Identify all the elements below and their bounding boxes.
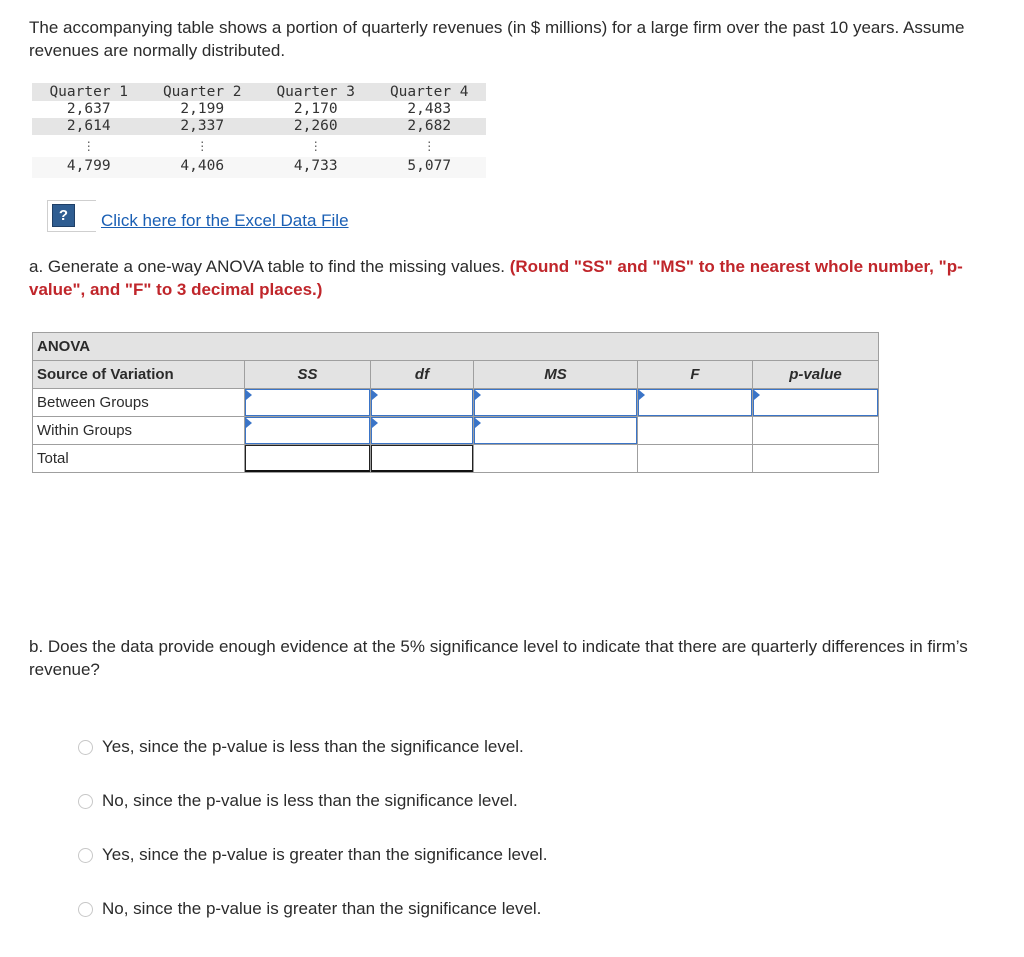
answer-options xyxy=(78,720,547,936)
between-ms-cell xyxy=(474,389,638,417)
empty-cell xyxy=(753,445,879,473)
within-ss-input[interactable] xyxy=(245,417,370,444)
p-value-input[interactable] xyxy=(753,389,878,416)
empty-cell xyxy=(638,417,753,445)
row-label-within-groups: Within Groups xyxy=(33,417,245,445)
column-header-q1: Quarter 1 xyxy=(32,83,146,101)
answer-option-1[interactable] xyxy=(78,720,547,774)
p-value-cell xyxy=(753,389,879,417)
answer-option-3[interactable] xyxy=(78,828,547,882)
total-ss-input[interactable] xyxy=(245,445,370,472)
header-ss: SS xyxy=(245,361,371,389)
ellipsis-cell: ⋮ xyxy=(196,139,209,153)
answer-option-label: Yes, since the p-value is greater than the significance level. xyxy=(102,845,548,864)
input-marker-icon xyxy=(246,390,252,400)
table-cell: 2,637 xyxy=(66,101,111,117)
table-cell: 4,733 xyxy=(259,157,373,178)
empty-cell xyxy=(753,417,879,445)
ellipsis-cell: ⋮ xyxy=(82,139,95,153)
header-ms: MS xyxy=(474,361,638,389)
rounding-instruction: (Round "SS" and "MS" to the nearest whole number, "p-value", and "F" to 3 decimal places.) xyxy=(29,257,963,299)
row-label-total: Total xyxy=(33,445,245,473)
table-cell: 2,614 xyxy=(32,118,146,135)
answer-option-4[interactable] xyxy=(78,882,547,936)
radio-button[interactable] xyxy=(78,740,93,755)
table-cell: 2,170 xyxy=(293,101,338,117)
row-label-between-groups: Between Groups xyxy=(33,389,245,417)
ellipsis-cell: ⋮ xyxy=(423,139,436,153)
table-cell: 2,260 xyxy=(259,118,373,135)
within-df-cell xyxy=(371,417,474,445)
column-header-q3: Quarter 3 xyxy=(259,83,373,101)
header-source-of-variation: Source of Variation xyxy=(33,361,245,389)
revenue-data-table xyxy=(32,83,486,178)
table-cell: 2,337 xyxy=(146,118,260,135)
radio-button[interactable] xyxy=(78,794,93,809)
help-button[interactable]: ? xyxy=(52,204,75,227)
within-ms-input[interactable] xyxy=(474,417,637,444)
input-marker-icon xyxy=(475,418,481,428)
header-p-value: p-value xyxy=(753,361,879,389)
input-marker-icon xyxy=(639,390,645,400)
between-df-input[interactable] xyxy=(371,389,473,416)
answer-option-label: No, since the p-value is less than the significance level. xyxy=(102,791,518,810)
empty-cell xyxy=(638,445,753,473)
table-cell: 2,682 xyxy=(373,118,487,135)
between-ms-input[interactable] xyxy=(474,389,637,416)
table-cell: 5,077 xyxy=(373,157,487,178)
between-df-cell xyxy=(371,389,474,417)
radio-button[interactable] xyxy=(78,902,93,917)
table-cell: 2,483 xyxy=(407,101,452,117)
part-b-question: b. Does the data provide enough evidence at the 5% significance level to indicate that there are quarterly differences in firm’s revenue? xyxy=(29,637,968,679)
header-df: df xyxy=(371,361,474,389)
answer-option-label: No, since the p-value is greater than the significance level. xyxy=(102,899,542,918)
anova-table xyxy=(32,332,879,473)
f-cell xyxy=(638,389,753,417)
answer-option-label: Yes, since the p-value is less than the significance level. xyxy=(102,737,524,756)
answer-option-2[interactable] xyxy=(78,774,547,828)
within-ss-cell xyxy=(245,417,371,445)
header-f: F xyxy=(638,361,753,389)
radio-button[interactable] xyxy=(78,848,93,863)
empty-cell xyxy=(474,445,638,473)
f-input[interactable] xyxy=(638,389,752,416)
input-marker-icon xyxy=(372,418,378,428)
total-df-cell xyxy=(371,445,474,473)
part-a-lead: a. Generate a one-way ANOVA table to find the missing values. xyxy=(29,257,510,276)
ellipsis-cell: ⋮ xyxy=(309,139,322,153)
total-df-input[interactable] xyxy=(371,445,473,472)
excel-data-file-link[interactable]: Click here for the Excel Data File xyxy=(101,211,349,230)
input-marker-icon xyxy=(246,418,252,428)
input-marker-icon xyxy=(475,390,481,400)
table-cell: 4,799 xyxy=(32,157,146,178)
input-marker-icon xyxy=(754,390,760,400)
total-ss-cell xyxy=(245,445,371,473)
table-cell: 2,199 xyxy=(180,101,225,117)
between-ss-cell xyxy=(245,389,371,417)
within-df-input[interactable] xyxy=(371,417,473,444)
column-header-q2: Quarter 2 xyxy=(146,83,260,101)
between-ss-input[interactable] xyxy=(245,389,370,416)
column-header-q4: Quarter 4 xyxy=(373,83,487,101)
within-ms-cell xyxy=(474,417,638,445)
anova-title: ANOVA xyxy=(33,333,879,361)
problem-intro: The accompanying table shows a portion of quarterly revenues (in $ millions) for a large firm over the past 10 years. Assume revenues are normally distributed. xyxy=(29,18,965,60)
table-cell: 4,406 xyxy=(146,157,260,178)
input-marker-icon xyxy=(372,390,378,400)
part-a-question xyxy=(29,255,999,301)
